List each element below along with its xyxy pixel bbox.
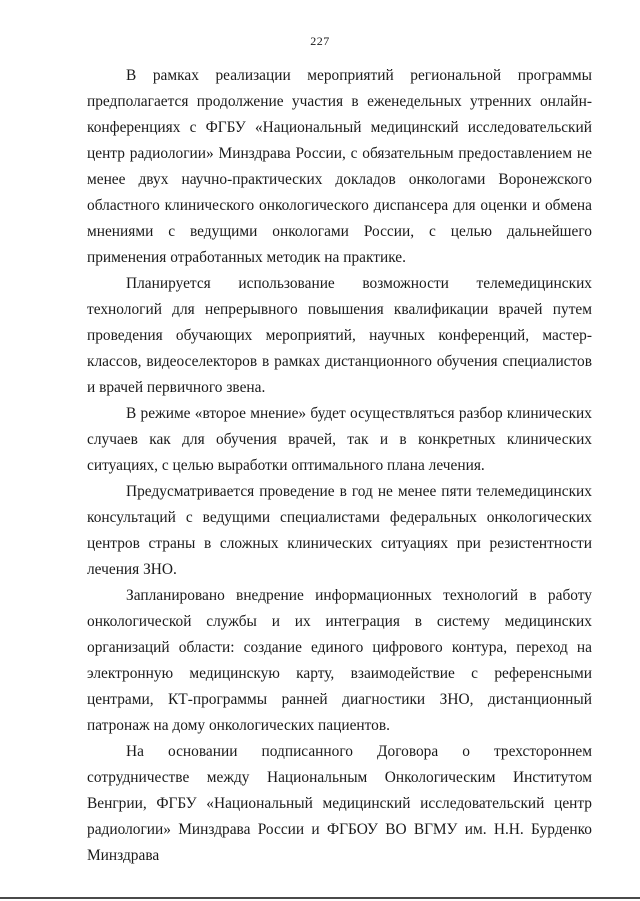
paragraph-regional-program: В рамках реализации мероприятий региональной программы предполагается продолжение участия в еженедельных утренних онлайн-конференциях с ФГБУ «Национальный медицинский исследовательский центр радиологии» Минздрава России, с обязательным предоставлением не менее двух научно-практических докладов онкологами Воронежского областного клинического онкологического диспансера для оценки и обмена мнениями с ведущими онкологами России, с целью дальнейшего применения отработанных методик на практике.: [87, 67, 592, 266]
paragraph-consultations: Предусматривается проведение в год не менее пяти телемедицинских консультаций с ведущими специалистами федеральных онкологических центров страны в сложных клинических ситуациях при резистентности лечения ЗНО.: [87, 483, 592, 578]
page-number: 227: [310, 34, 330, 48]
paragraph-telemedicine-training: Планируется использование возможности телемедицинских технологий для непрерывного повышения квалификации врачей путем проведения обучающих мероприятий, научных конференций, мастер-классов, видеоселекторов в рамках дистанционного обучения специалистов и врачей первичного звена.: [87, 275, 592, 396]
paragraph-second-opinion: В режиме «второе мнение» будет осуществляться разбор клинических случаев как для обучения врачей, так и в конкретных клинических ситуациях, с целью выработки оптимального плана лечения.: [87, 405, 592, 474]
paragraph-trilateral-agreement: На основании подписанного Договора о трехстороннем сотрудничестве между Национальным Онкологическим Институтом Венгрии, ФГБУ «Национальный медицинский исследовательский центр радиологии» Минздрава России и ФГБОУ ВО ВГМУ им. Н.Н. Бурденко Минздрава: [87, 743, 592, 864]
bottom-border: [0, 897, 640, 899]
document-body: [87, 63, 592, 869]
paragraph-it-integration: Запланировано внедрение информационных технологий в работу онкологической службы и их интеграция в систему медицинских организаций области: создание единого цифрового контура, переход на электронную медицинскую карту, взаимодействие с референсными центрами, КТ-программы ранней диагностики ЗНО, дистанционный патронаж на дому онкологических пациентов.: [87, 587, 592, 734]
